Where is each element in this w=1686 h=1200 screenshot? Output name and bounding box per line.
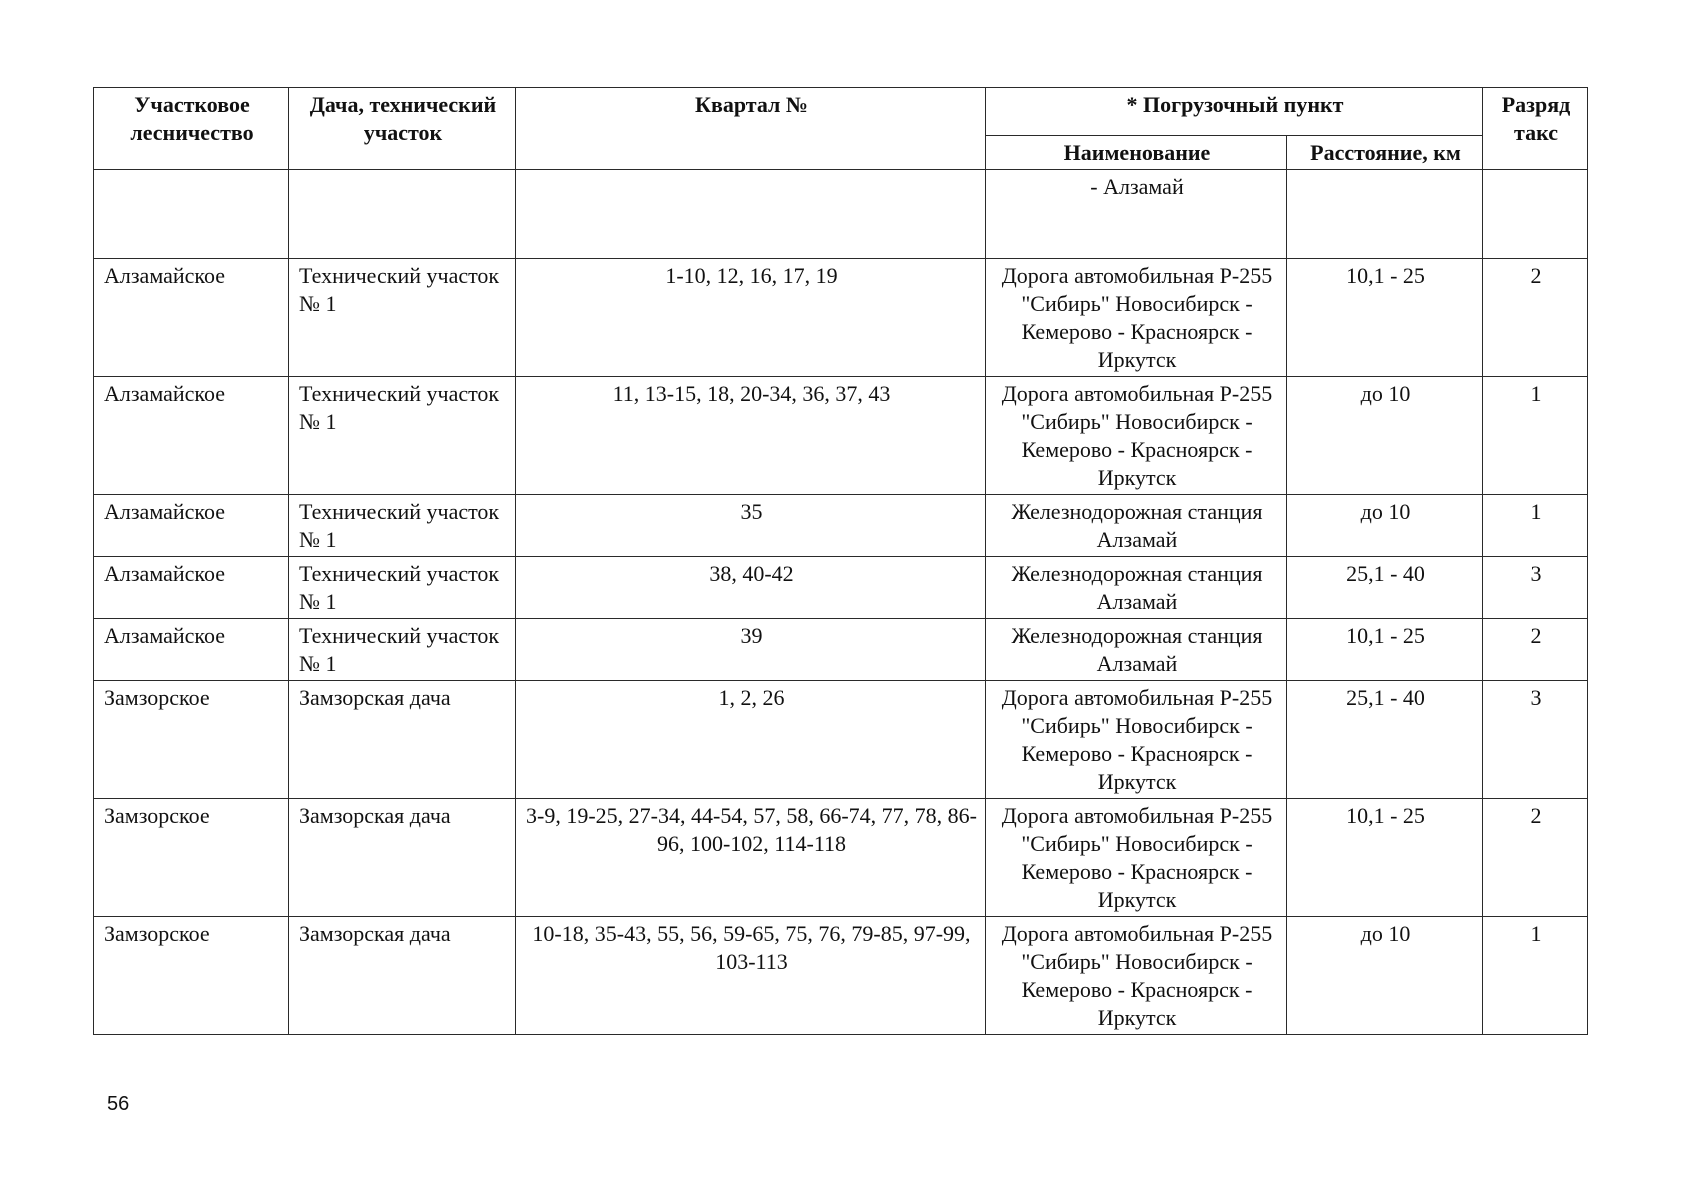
cell-rank: 3 xyxy=(1483,557,1588,619)
cell-distance: до 10 xyxy=(1287,917,1483,1035)
cell-dacha: Технический участок № 1 xyxy=(289,377,516,495)
cell-kvartal: 39 xyxy=(516,619,986,681)
cell-forestry: Алзамайское xyxy=(94,377,289,495)
cell-forestry: Алзамайское xyxy=(94,259,289,377)
cell-distance xyxy=(1287,170,1483,259)
cell-forestry: Алзамайское xyxy=(94,619,289,681)
cell-distance: 25,1 - 40 xyxy=(1287,557,1483,619)
cell-name: Железнодорожная станция Алзамай xyxy=(986,495,1287,557)
cell-name: - Алзамай xyxy=(986,170,1287,259)
table-row xyxy=(94,377,1588,495)
cell-rank: 2 xyxy=(1483,259,1588,377)
table-row xyxy=(94,681,1588,799)
table-row xyxy=(94,557,1588,619)
cell-dacha: Замзорская дача xyxy=(289,799,516,917)
cell-dacha: Технический участок № 1 xyxy=(289,259,516,377)
header-loading-point: * Погрузочный пункт xyxy=(986,88,1483,136)
cell-forestry: Алзамайское xyxy=(94,495,289,557)
table-header xyxy=(94,88,1588,170)
cell-dacha: Замзорская дача xyxy=(289,917,516,1035)
cell-rank: 2 xyxy=(1483,799,1588,917)
cell-rank: 1 xyxy=(1483,495,1588,557)
cell-distance: 10,1 - 25 xyxy=(1287,799,1483,917)
cell-forestry xyxy=(94,170,289,259)
cell-distance: 10,1 - 25 xyxy=(1287,259,1483,377)
table-row xyxy=(94,495,1588,557)
cell-rank: 1 xyxy=(1483,917,1588,1035)
table-row-continuation xyxy=(94,170,1588,259)
table-row xyxy=(94,619,1588,681)
cell-dacha: Технический участок № 1 xyxy=(289,557,516,619)
cell-name: Дорога автомобильная Р-255 "Сибирь" Новосибирск - Кемерово - Красноярск - Иркутск xyxy=(986,799,1287,917)
cell-forestry: Замзорское xyxy=(94,681,289,799)
cell-kvartal: 1, 2, 26 xyxy=(516,681,986,799)
cell-name: Дорога автомобильная Р-255 "Сибирь" Новосибирск - Кемерово - Красноярск - Иркутск xyxy=(986,259,1287,377)
cell-dacha: Замзорская дача xyxy=(289,681,516,799)
cell-kvartal: 3-9, 19-25, 27-34, 44-54, 57, 58, 66-74, 77, 78, 86-96, 100-102, 114-118 xyxy=(516,799,986,917)
cell-rank: 2 xyxy=(1483,619,1588,681)
cell-rank xyxy=(1483,170,1588,259)
page-number: 56 xyxy=(107,1093,130,1115)
cell-dacha: Технический участок № 1 xyxy=(289,619,516,681)
cell-kvartal: 1-10, 12, 16, 17, 19 xyxy=(516,259,986,377)
cell-name: Дорога автомобильная Р-255 "Сибирь" Новосибирск - Кемерово - Красноярск - Иркутск xyxy=(986,681,1287,799)
cell-name: Железнодорожная станция Алзамай xyxy=(986,557,1287,619)
table-body xyxy=(94,170,1588,1035)
header-distance: Расстояние, км xyxy=(1287,136,1483,170)
cell-name: Железнодорожная станция Алзамай xyxy=(986,619,1287,681)
cell-name: Дорога автомобильная Р-255 "Сибирь" Новосибирск - Кемерово - Красноярск - Иркутск xyxy=(986,917,1287,1035)
cell-kvartal: 10-18, 35-43, 55, 56, 59-65, 75, 76, 79-85, 97-99, 103-113 xyxy=(516,917,986,1035)
cell-distance: до 10 xyxy=(1287,377,1483,495)
cell-kvartal: 35 xyxy=(516,495,986,557)
header-row-top xyxy=(94,88,1588,136)
header-rank: Разряд такс xyxy=(1483,88,1588,170)
header-kvartal: Квартал № xyxy=(516,88,986,170)
cell-kvartal: 38, 40-42 xyxy=(516,557,986,619)
cell-dacha xyxy=(289,170,516,259)
loading-points-table xyxy=(93,87,1588,1035)
cell-kvartal: 11, 13-15, 18, 20-34, 36, 37, 43 xyxy=(516,377,986,495)
cell-rank: 1 xyxy=(1483,377,1588,495)
header-dacha: Дача, технический участок xyxy=(289,88,516,170)
cell-distance: до 10 xyxy=(1287,495,1483,557)
cell-forestry: Алзамайское xyxy=(94,557,289,619)
header-name: Наименование xyxy=(986,136,1287,170)
cell-forestry: Замзорское xyxy=(94,917,289,1035)
cell-dacha: Технический участок № 1 xyxy=(289,495,516,557)
cell-name: Дорога автомобильная Р-255 "Сибирь" Новосибирск - Кемерово - Красноярск - Иркутск xyxy=(986,377,1287,495)
cell-distance: 25,1 - 40 xyxy=(1287,681,1483,799)
cell-kvartal xyxy=(516,170,986,259)
header-forestry: Участковое лесничество xyxy=(94,88,289,170)
table-row xyxy=(94,799,1588,917)
cell-rank: 3 xyxy=(1483,681,1588,799)
cell-forestry: Замзорское xyxy=(94,799,289,917)
cell-distance: 10,1 - 25 xyxy=(1287,619,1483,681)
table-row xyxy=(94,917,1588,1035)
table-row xyxy=(94,259,1588,377)
